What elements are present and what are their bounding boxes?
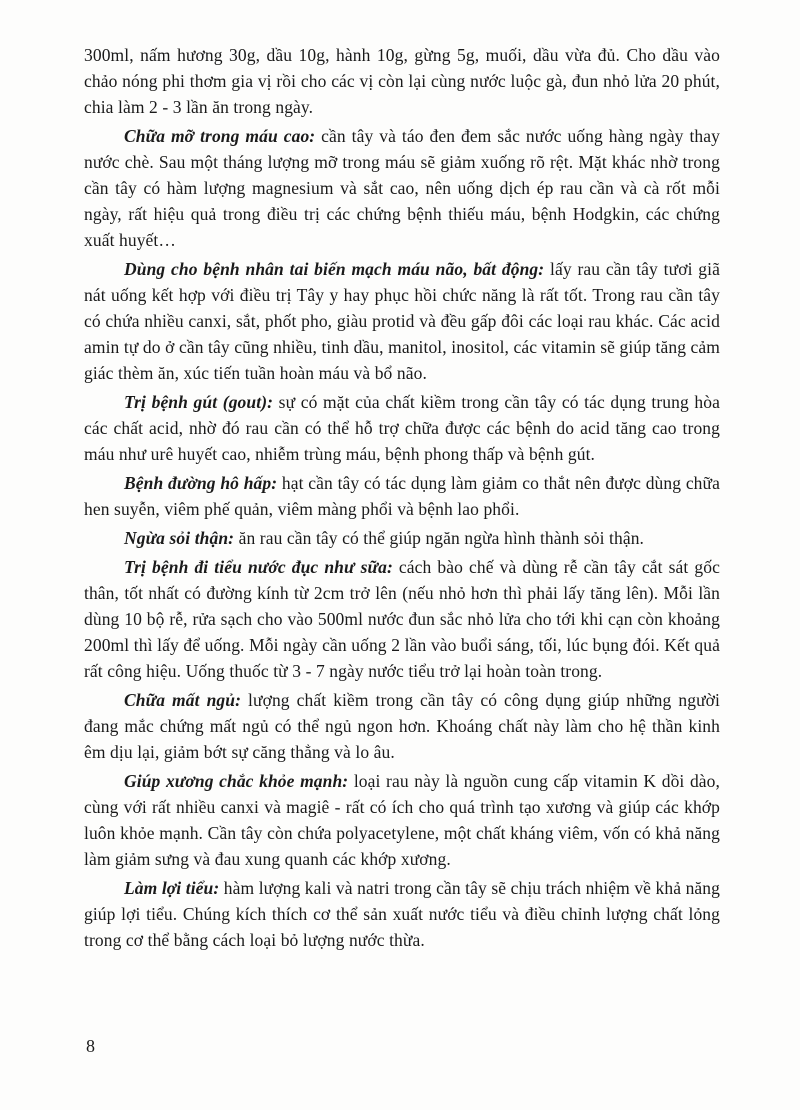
paragraph	[84, 765, 720, 872]
paragraph-text: hạt cần tây có tác dụng làm giảm co thắt nên được dùng chữa hen suyễn, viêm phế quản, viêm màng phổi và bệnh lao phổi.	[84, 473, 720, 519]
paragraph	[84, 551, 720, 684]
paragraph-lead: Ngừa sỏi thận:	[124, 528, 235, 548]
paragraph-lead: Giúp xương chắc khỏe mạnh:	[124, 771, 349, 791]
paragraph-text: loại rau này là nguồn cung cấp vitamin K dồi dào, cùng với rất nhiều canxi và magiê - rất có ích cho quá trình tạo xương và giúp các khớp luôn khỏe mạnh. Cần tây còn chứa polyacetylene, một chất kháng viêm, vốn có khả năng làm giảm sưng và đau xung quanh các khớp xương.	[84, 771, 721, 869]
page-content	[84, 42, 720, 953]
paragraph	[84, 386, 720, 467]
paragraph-text: cách bào chế và dùng rễ cần tây cắt sát gốc thân, tốt nhất có đường kính từ 2cm trở lên (nếu nhỏ hơn thì phải lấy tăng lên). Mỗi lần dùng 10 bộ rễ, rửa sạch cho vào 500ml nước đun sắc nhỏ lửa cho tới khi cạn còn khoảng 200ml thì lấy để uống. Mỗi ngày cần uống 2 lần vào buổi sáng, tối, lúc bụng đói. Kết quả rất công hiệu. Uống thuốc từ 3 - 7 ngày nước tiểu trở lại hoàn toàn trong.	[84, 557, 720, 681]
paragraph	[84, 120, 720, 253]
paragraph-text: lấy rau cần tây tươi giã nát uống kết hợp với điều trị Tây y hay phục hồi chức năng là rất tốt. Trong rau cần tây có chứa nhiều canxi, sắt, phốt pho, giàu protid và đều gấp đôi các loại rau khác. Các acid amin tự do ở cần tây cũng nhiều, tinh dầu, manitol, inositol, các vitamin sẽ giúp tăng cảm giác thèm ăn, xúc tiến tuần hoàn máu và bổ não.	[84, 259, 720, 383]
paragraph-lead: Trị bệnh gút (gout):	[124, 392, 274, 412]
paragraph-text: cần tây và táo đen đem sắc nước uống hàng ngày thay nước chè. Sau một tháng lượng mỡ trong máu sẽ giảm xuống rõ rệt. Mặt khác nhờ trong cần tây có hàm lượng magnesium và sắt cao, nên uống dịch ép rau cần và cà rốt mỗi ngày, rất hiệu quả trong điều trị các chứng bệnh thiếu máu, bệnh Hodgkin, các chứng xuất huyết…	[84, 126, 720, 250]
paragraph-lead: Làm lợi tiểu:	[124, 878, 220, 898]
paragraph-text: 300ml, nấm hương 30g, dầu 10g, hành 10g, gừng 5g, muối, dầu vừa đủ. Cho dầu vào chảo nóng phi thơm gia vị rồi cho các vị còn lại cùng nước luộc gà, đun nhỏ lửa 20 phút, chia làm 2 - 3 lần ăn trong ngày.	[84, 45, 720, 117]
paragraph-text: sự có mặt của chất kiềm trong cần tây có tác dụng trung hòa các chất acid, nhờ đó rau cần có thể hỗ trợ chữa được các bệnh do acid tăng cao trong máu như urê huyết cao, nhiễm trùng máu, bệnh phong thấp và bệnh gút.	[84, 392, 720, 464]
paragraph-lead: Bệnh đường hô hấp:	[124, 473, 278, 493]
paragraph-lead: Chữa mỡ trong máu cao:	[124, 126, 316, 146]
paragraph-lead: Chữa mất ngủ:	[124, 690, 242, 710]
paragraph-lead: Dùng cho bệnh nhân tai biến mạch máu não, bất động:	[124, 259, 545, 279]
paragraph	[84, 684, 720, 765]
paragraph	[84, 467, 720, 522]
paragraph-text: hàm lượng kali và natri trong cần tây sẽ chịu trách nhiệm về khả năng giúp lợi tiểu. Chúng kích thích cơ thể sản xuất nước tiểu và điều chỉnh lượng chất lỏng trong cơ thể bằng cách loại bỏ lượng nước thừa.	[84, 878, 720, 950]
paragraph-text: lượng chất kiềm trong cần tây có công dụng giúp những người đang mắc chứng mất ngủ có thể ngủ ngon hơn. Khoáng chất này làm cho hệ thần kinh êm dịu lại, giảm bớt sự căng thẳng và lo âu.	[84, 690, 720, 762]
paragraph	[84, 522, 720, 551]
page-number: 8	[86, 1036, 95, 1056]
paragraph	[84, 253, 720, 386]
paragraph	[84, 872, 720, 953]
paragraph-text: ăn rau cần tây có thể giúp ngăn ngừa hình thành sỏi thận.	[238, 528, 645, 548]
paragraph	[84, 42, 720, 120]
paragraph-lead: Trị bệnh đi tiểu nước đục như sữa:	[124, 557, 393, 577]
